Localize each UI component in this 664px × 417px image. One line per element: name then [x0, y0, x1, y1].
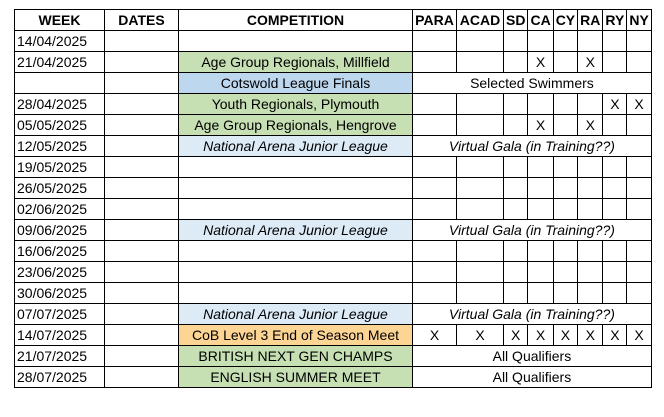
squad-cell-ra: X	[578, 52, 603, 73]
week-cell: 12/05/2025	[15, 136, 105, 157]
squad-cell-cy	[553, 241, 577, 262]
squad-cell-ny	[627, 262, 651, 283]
week-cell: 07/07/2025	[15, 304, 105, 325]
squad-cell-ra	[578, 31, 603, 52]
squad-cell-ca	[528, 262, 553, 283]
squad-cell-ry	[603, 178, 627, 199]
week-cell: 14/04/2025	[15, 31, 105, 52]
squad-cell-ra	[578, 262, 603, 283]
competition-cell: ENGLISH SUMMER MEET	[179, 367, 413, 388]
dates-cell	[105, 241, 179, 262]
squad-cell-sd	[504, 199, 528, 220]
squad-note-cell: Selected Swimmers	[413, 73, 652, 94]
squad-cell-acad	[457, 283, 504, 304]
dates-cell	[105, 157, 179, 178]
dates-cell	[105, 178, 179, 199]
table-row	[15, 136, 652, 157]
column-header-sd: SD	[504, 10, 528, 31]
squad-cell-para: X	[413, 325, 457, 346]
squad-cell-para	[413, 52, 457, 73]
squad-cell-ny: X	[627, 94, 651, 115]
competition-cell: Age Group Regionals, Millfield	[179, 52, 413, 73]
squad-cell-ry	[603, 241, 627, 262]
squad-cell-para	[413, 199, 457, 220]
squad-cell-cy	[553, 178, 577, 199]
competition-cell: Cotswold League Finals	[179, 73, 413, 94]
squad-cell-cy: X	[553, 325, 577, 346]
dates-cell	[105, 220, 179, 241]
squad-note-cell: All Qualifiers	[413, 367, 652, 388]
squad-note-cell: Virtual Gala (in Training??)	[413, 220, 652, 241]
squad-cell-sd	[504, 262, 528, 283]
squad-cell-para	[413, 157, 457, 178]
squad-cell-cy	[553, 199, 577, 220]
table-row	[15, 73, 652, 94]
week-cell: 02/06/2025	[15, 199, 105, 220]
squad-cell-ry: X	[603, 325, 627, 346]
squad-cell-acad	[457, 94, 504, 115]
column-header-ra: RA	[578, 10, 603, 31]
squad-cell-ry	[603, 31, 627, 52]
squad-cell-ny	[627, 283, 651, 304]
squad-cell-ry	[603, 262, 627, 283]
squad-cell-para	[413, 94, 457, 115]
squad-cell-cy	[553, 31, 577, 52]
squad-cell-ry	[603, 157, 627, 178]
squad-cell-cy	[553, 52, 577, 73]
squad-cell-cy	[553, 283, 577, 304]
squad-cell-ry	[603, 52, 627, 73]
dates-cell	[105, 199, 179, 220]
table-row	[15, 325, 652, 346]
table-row	[15, 283, 652, 304]
squad-cell-sd	[504, 94, 528, 115]
squad-cell-ny	[627, 52, 651, 73]
column-header-cy: CY	[553, 10, 577, 31]
dates-cell	[105, 136, 179, 157]
dates-cell	[105, 52, 179, 73]
squad-cell-ra	[578, 94, 603, 115]
column-header-week: WEEK	[15, 10, 105, 31]
dates-cell	[105, 115, 179, 136]
squad-cell-para	[413, 262, 457, 283]
squad-cell-ny	[627, 115, 651, 136]
squad-cell-ry	[603, 115, 627, 136]
column-header-ca: CA	[528, 10, 553, 31]
week-cell: 30/06/2025	[15, 283, 105, 304]
competition-cell: Youth Regionals, Plymouth	[179, 94, 413, 115]
week-cell: 21/07/2025	[15, 346, 105, 367]
dates-cell	[105, 262, 179, 283]
squad-cell-acad	[457, 31, 504, 52]
squad-cell-acad	[457, 157, 504, 178]
table-row	[15, 367, 652, 388]
column-header-competition: COMPETITION	[179, 10, 413, 31]
squad-cell-acad	[457, 262, 504, 283]
table-row	[15, 31, 652, 52]
week-cell: 23/06/2025	[15, 262, 105, 283]
squad-cell-sd	[504, 283, 528, 304]
competition-cell	[179, 199, 413, 220]
squad-cell-ry: X	[603, 94, 627, 115]
competition-cell	[179, 283, 413, 304]
competition-cell: Age Group Regionals, Hengrove	[179, 115, 413, 136]
competition-cell: National Arena Junior League	[179, 304, 413, 325]
squad-cell-sd	[504, 31, 528, 52]
week-cell: 21/04/2025	[15, 52, 105, 73]
squad-cell-ra: X	[578, 325, 603, 346]
column-header-para: PARA	[413, 10, 457, 31]
competition-cell: BRITISH NEXT GEN CHAMPS	[179, 346, 413, 367]
squad-cell-ra	[578, 283, 603, 304]
squad-cell-acad	[457, 241, 504, 262]
squad-cell-ry	[603, 283, 627, 304]
dates-cell	[105, 367, 179, 388]
squad-cell-ca	[528, 199, 553, 220]
squad-cell-ca	[528, 178, 553, 199]
dates-cell	[105, 304, 179, 325]
dates-cell	[105, 325, 179, 346]
squad-cell-ra	[578, 199, 603, 220]
column-header-ry: RY	[603, 10, 627, 31]
competition-cell	[179, 178, 413, 199]
squad-cell-ca	[528, 157, 553, 178]
squad-cell-ca	[528, 94, 553, 115]
squad-cell-ra	[578, 157, 603, 178]
week-cell: 28/07/2025	[15, 367, 105, 388]
squad-cell-para	[413, 283, 457, 304]
competition-cell	[179, 241, 413, 262]
squad-cell-acad	[457, 199, 504, 220]
squad-cell-ca: X	[528, 115, 553, 136]
squad-cell-cy	[553, 262, 577, 283]
squad-cell-cy	[553, 94, 577, 115]
dates-cell	[105, 94, 179, 115]
squad-cell-ny	[627, 31, 651, 52]
squad-cell-ra: X	[578, 115, 603, 136]
week-cell: 05/05/2025	[15, 115, 105, 136]
squad-cell-ny: X	[627, 325, 651, 346]
squad-cell-ca	[528, 31, 553, 52]
squad-cell-para	[413, 115, 457, 136]
week-cell: 09/06/2025	[15, 220, 105, 241]
squad-cell-acad	[457, 115, 504, 136]
table-row	[15, 262, 652, 283]
squad-cell-sd: X	[504, 325, 528, 346]
table-row	[15, 199, 652, 220]
competition-cell: National Arena Junior League	[179, 220, 413, 241]
squad-cell-ny	[627, 241, 651, 262]
squad-cell-sd	[504, 115, 528, 136]
table-row	[15, 178, 652, 199]
squad-cell-ny	[627, 178, 651, 199]
squad-cell-acad: X	[457, 325, 504, 346]
table-row	[15, 94, 652, 115]
squad-cell-cy	[553, 115, 577, 136]
column-header-acad: ACAD	[457, 10, 504, 31]
column-header-dates: DATES	[105, 10, 179, 31]
squad-cell-para	[413, 241, 457, 262]
table-row	[15, 52, 652, 73]
squad-note-cell: Virtual Gala (in Training??)	[413, 136, 652, 157]
squad-cell-sd	[504, 241, 528, 262]
week-cell: 26/05/2025	[15, 178, 105, 199]
table-row	[15, 346, 652, 367]
squad-note-cell: Virtual Gala (in Training??)	[413, 304, 652, 325]
table-row	[15, 115, 652, 136]
dates-cell	[105, 346, 179, 367]
squad-cell-ca: X	[528, 52, 553, 73]
squad-cell-acad	[457, 178, 504, 199]
week-cell: 16/06/2025	[15, 241, 105, 262]
squad-cell-ry	[603, 199, 627, 220]
squad-cell-acad	[457, 52, 504, 73]
squad-cell-cy	[553, 157, 577, 178]
squad-cell-para	[413, 31, 457, 52]
squad-cell-para	[413, 178, 457, 199]
table-row	[15, 157, 652, 178]
squad-cell-sd	[504, 157, 528, 178]
squad-note-cell: All Qualifiers	[413, 346, 652, 367]
squad-cell-ca	[528, 283, 553, 304]
competition-schedule-table	[14, 9, 652, 388]
dates-cell	[105, 73, 179, 94]
squad-cell-ra	[578, 178, 603, 199]
dates-cell	[105, 283, 179, 304]
competition-cell: National Arena Junior League	[179, 136, 413, 157]
week-cell: 14/07/2025	[15, 325, 105, 346]
squad-cell-ca	[528, 241, 553, 262]
squad-cell-ny	[627, 199, 651, 220]
column-header-ny: NY	[627, 10, 651, 31]
competition-cell	[179, 31, 413, 52]
squad-cell-sd	[504, 178, 528, 199]
table-row	[15, 241, 652, 262]
squad-cell-ny	[627, 157, 651, 178]
squad-cell-sd	[504, 52, 528, 73]
squad-cell-ca: X	[528, 325, 553, 346]
table-body	[15, 31, 652, 388]
table-row	[15, 304, 652, 325]
table-row	[15, 220, 652, 241]
week-cell: 28/04/2025	[15, 94, 105, 115]
competition-cell: CoB Level 3 End of Season Meet	[179, 325, 413, 346]
week-cell: 19/05/2025	[15, 157, 105, 178]
week-cell	[15, 73, 105, 94]
header-row	[15, 10, 652, 31]
dates-cell	[105, 31, 179, 52]
squad-cell-ra	[578, 241, 603, 262]
competition-cell	[179, 262, 413, 283]
competition-cell	[179, 157, 413, 178]
